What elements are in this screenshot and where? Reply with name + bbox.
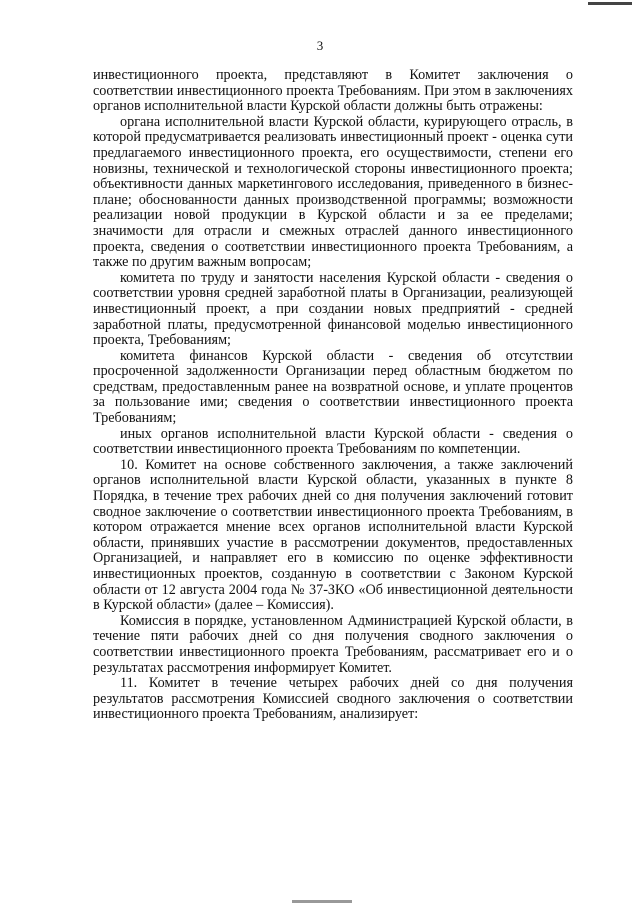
paragraph-labor-committee: комитета по труду и занятости населения Курской области - сведения о соответствии уровня средней заработной платы в Организации, реализующей инвестиционный проект, а при создании новых предприятий - средней заработной платы, предусмотренной финансовой моделью инвестиционного проекта, Требованиям; [93,269,573,349]
paragraph-continuation: инвестиционного проекта, представляют в Комитет заключения о соответствии инвестиционного проекта Требованиям. При этом в заключениях органов исполнительной власти Курской области должны быть отражены: [93,67,573,115]
page-number: 3 [316,38,324,53]
paragraph-finance-committee: комитета финансов Курской области - сведения об отсутствии просроченной задолженности Организации перед областным бюджетом по средствам, предоставленным ранее на возвратной основе, и уплате процентов за пользование ими; сведения о соответствии инвестиционного проекта Требованиям; [93,347,573,427]
paragraph-commission: Комиссия в порядке, установленном Администрацией Курской области, в течение пяти рабочих дней со дня получения сводного заключения о соответствии инвестиционного проекта Требованиям, рассматривает его и о результатах рассмотрения информирует Комитет. [93,612,573,676]
paragraph-item-10: 10. Комитет на основе собственного заключения, а также заключений органов исполнительной власти Курской области, указанных в пункте 8 Порядка, в течение трех рабочих дней со дня получения заключений готовит сводное заключение о соответствии инвестиционного проекта Требованиям, в котором отражается мнение всех органов исполнительной власти Курской области, принявших участие в рассмотрении документов, предоставленных Организацией, и направляет его в комиссию по оценке эффективности инвестиционных проектов, созданную в соответствии с Законом Курской области от 12 августа 2004 года № 37-ЗКО «Об инвестиционной деятельности в Курской области» (далее – Комиссия). [93,456,573,614]
paragraph-other-authorities: иных органов исполнительной власти Курской области - сведения о соответствии инвестиционного проекта Требованиям по компетенции. [93,425,573,458]
paragraph-item-11: 11. Комитет в течение четырех рабочих дней со дня получения результатов рассмотрения Комиссией сводного заключения о соответствии инвестиционного проекта Требованиям, анализирует: [93,675,573,723]
paragraph-industry-authority: органа исполнительной власти Курской области, курирующего отрасль, в которой предусматривается реализовать инвестиционный проект - оценка сути предлагаемого инвестиционного проекта, его осуществимости, степени его новизны, технической и технологической стороны инвестиционного проекта; объективности данных маркетингового исследования, приведенного в бизнес-плане; обоснованности данных производственной программы; возможности реализации новой продукции в Курской области и за ее пределами; значимости для отрасли и смежных отраслей данного инвестиционного проекта, сведения о соответствии инвестиционного проекта Требованиям, а также по другим важным вопросам; [93,113,573,271]
document-body [93,68,573,723]
scan-artifact-bottom [292,900,352,903]
scan-artifact-top [588,2,632,5]
